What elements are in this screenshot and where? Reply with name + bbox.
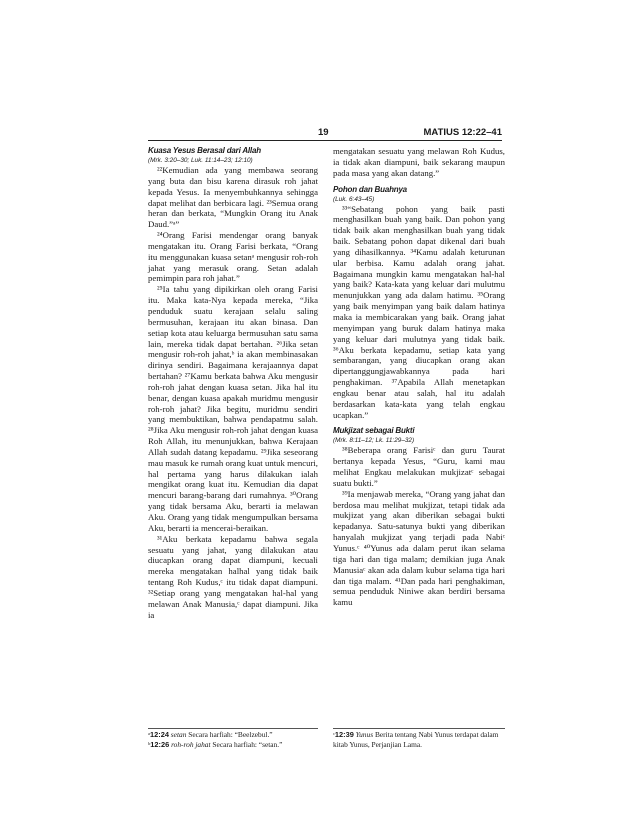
left-column: [148, 146, 318, 620]
section-heading: Kuasa Yesus Berasal dari Allah: [148, 146, 261, 155]
paragraph: ²²Kemudian ada yang membawa seorang yang buta dan bisu karena dirasuk roh jahat kepada Yesus. Ia menyembuhkannya sehingga dapat melihat dan berbicara lagi. ²³Semua orang heran dan berkata, “Mungkin Orang itu Anak Daud.”ᵃ”: [148, 165, 318, 230]
footnote-word: setan: [170, 730, 187, 739]
footnote-word: roh-roh jahat: [171, 739, 211, 749]
footnote-ref: 12:24: [150, 730, 169, 739]
footnote-mark: ᶜ: [333, 730, 335, 739]
footnote-ref: 12:26: [150, 739, 170, 749]
footnote-word: Yunus: [355, 730, 374, 739]
footnote-text: Berita tentang Nabi Yunus terdapat dalam kitab Yunus, Perjanjian Lama.: [333, 730, 499, 749]
paragraph: ²⁵Ia tahu yang dipikirkan oleh orang Farisi itu. Maka kata-Nya kepada mereka, “Jika penduduk suatu kerajaan selalu saling bermusuhan, kerajaan itu akan binasa. Dan setiap kota atau keluarga bermusuhan satu sama lain, mereka tidak dapat bertahan. ²⁶Jika setan mengusir roh-roh jahat,ᵇ ia akan membinasakan dirinya sendiri. Bagaimana kerajaannya dapat bertahan? ²⁷Kamu berkata bahwa Aku mengusir roh-roh jahat dengan kuasa setan. Jika hal itu benar, dengan kuasa apakah muridmu mengusir roh-roh jahat? Jika begitu, muridmu sendiri yang membuktikan, bahwa pendapatmu salah. ²⁸Jika Aku mengusir roh-roh jahat dengan kuasa Roh Allah, itu menunjukkan, bahwa Kerajaan Allah sudah datang kepadamu. ²⁹Jika seseorang mau masuk ke rumah orang kuat untuk mencuri, hal pertama yang harus dilakukan ialah mengikat orang kuat itu. Kemudian dia dapat mencuri barang-barang dari rumahnya. ³⁰Orang yang tidak bersama Aku, berarti ia melawan Aku. Orang yang tidak mengumpulkan bersama Aku, berarti ia mencerai-beraikan.: [148, 284, 318, 533]
section-heading: Mukjizat sebagai Bukti: [333, 426, 415, 436]
page-number: 19: [318, 127, 329, 138]
section-references: (Luk. 6:43–45): [333, 195, 375, 203]
header-rule: [148, 140, 502, 141]
paragraph: ³¹Aku berkata kepadamu bahwa segala sesuatu yang jahat, yang dilakukan atau diucapkan orang dapat diampuni, kecuali mereka mengatakan halhal yang tidak baik tentang Roh Kudus,ᶜ itu tidak dapat diampuni. ³²Setiap orang yang mengatakan hal-hal yang melawan Anak Manusia,ᶜ dapat diampuni. Jika ia: [148, 533, 318, 620]
right-column: [333, 146, 505, 608]
paragraph: ³³“Sebatang pohon yang baik pasti menghasilkan buah yang baik. Dan pohon yang tidak baik akan menghasilkan buah yang tidak baik. Sebatang pohon dapat dikenal dari buah yang dihasilkannya. ³⁴Kamu adalah keturunan ular berbisa. Kamu adalah orang jahat. Bagaimana mungkin kamu mengatakan hal-hal yang baik? Kata-kata yang keluar dari mulutmu menunjukkan yang ada dalam hatimu. ³⁵Orang yang baik menyimpan yang baik dalam hatinya maka ia membicarakan yang baik. Orang jahat menyimpan yang buruk dalam hatinya maka yang keluar dari mulutnya yang tidak baik. ³⁶Aku berkata kepadamu, setiap kata yang sembarangan, yang diucapkan orang akan dipertanggungjawabkannya pada hari penghakiman. ³⁷Apabila Allah menetapkan engkau benar atau salah, hal itu adalah berdasarkan kata-kata yang telah engkau ucapkan.”: [333, 203, 505, 420]
paragraph: ³⁹Ia menjawab mereka, “Orang yang jahat dan berdosa mau melihat mukjizat, tetapi tidak ada mukjizat yang akan diberikan sebagai bukti kepadanya. Satu-satunya bukti yang diberikan hanyalah mukjizat yang terjadi pada Nabiᶜ Yunus.ᶜ ⁴⁰Yunus ada dalam perut ikan selama tiga hari dan tiga malam; demikian juga Anak Manusiaᶜ akan ada dalam kubur selama tiga hari dan tiga malam. ⁴¹Dan pada hari penghakiman, semua penduduk Niniwe akan berdiri bersama kamu: [333, 488, 505, 608]
footnote-text: Secara harfiah: “setan.”: [212, 739, 283, 749]
section-references: (Mrk. 8:11–12; Lk. 11:29–32): [333, 437, 415, 445]
paragraph: ²⁴Orang Farisi mendengar orang banyak mengatakan itu. Orang Farisi berkata, “Orang itu menggunakan kuasa setanᵃ mengusir roh-roh jahat yang merasuk orang. Setan adalah pemimpin para roh jahat.”: [148, 230, 318, 284]
footnote-c: [333, 730, 505, 749]
running-header: [148, 127, 502, 141]
section-heading: Pohon dan Buahnya: [333, 184, 407, 194]
footnote-ref: 12:39: [334, 730, 354, 739]
footnotes-right: [333, 730, 505, 749]
paragraph: ³⁸Beberapa orang Farisiᶜ dan guru Taurat bertanya kepada Yesus, “Guru, kami mau melihat Engkau melakukan mukjizatᶜ sebagai suatu bukti.”: [333, 445, 505, 488]
footnote-rule: [333, 728, 505, 729]
section-references: (Mrk. 3:20–30; Luk. 11:14–23; 12:10): [148, 157, 253, 164]
footnotes-left: [148, 730, 318, 749]
footnote-text: Secara harfiah: “Beelzebul.”: [188, 730, 273, 739]
footnote-rule: [148, 728, 318, 729]
footnote-a: [148, 730, 318, 740]
footnote-b: [148, 740, 318, 750]
footnote-mark: ᵃ: [148, 730, 151, 739]
paragraph: mengatakan sesuatu yang melawan Roh Kudus, ia tidak akan diampuni, baik sekarang maupun pada masa yang akan datang.”: [333, 146, 505, 178]
chapter-reference: MATIUS 12:22–41: [423, 127, 502, 138]
footnote-mark: ᵇ: [148, 739, 151, 749]
